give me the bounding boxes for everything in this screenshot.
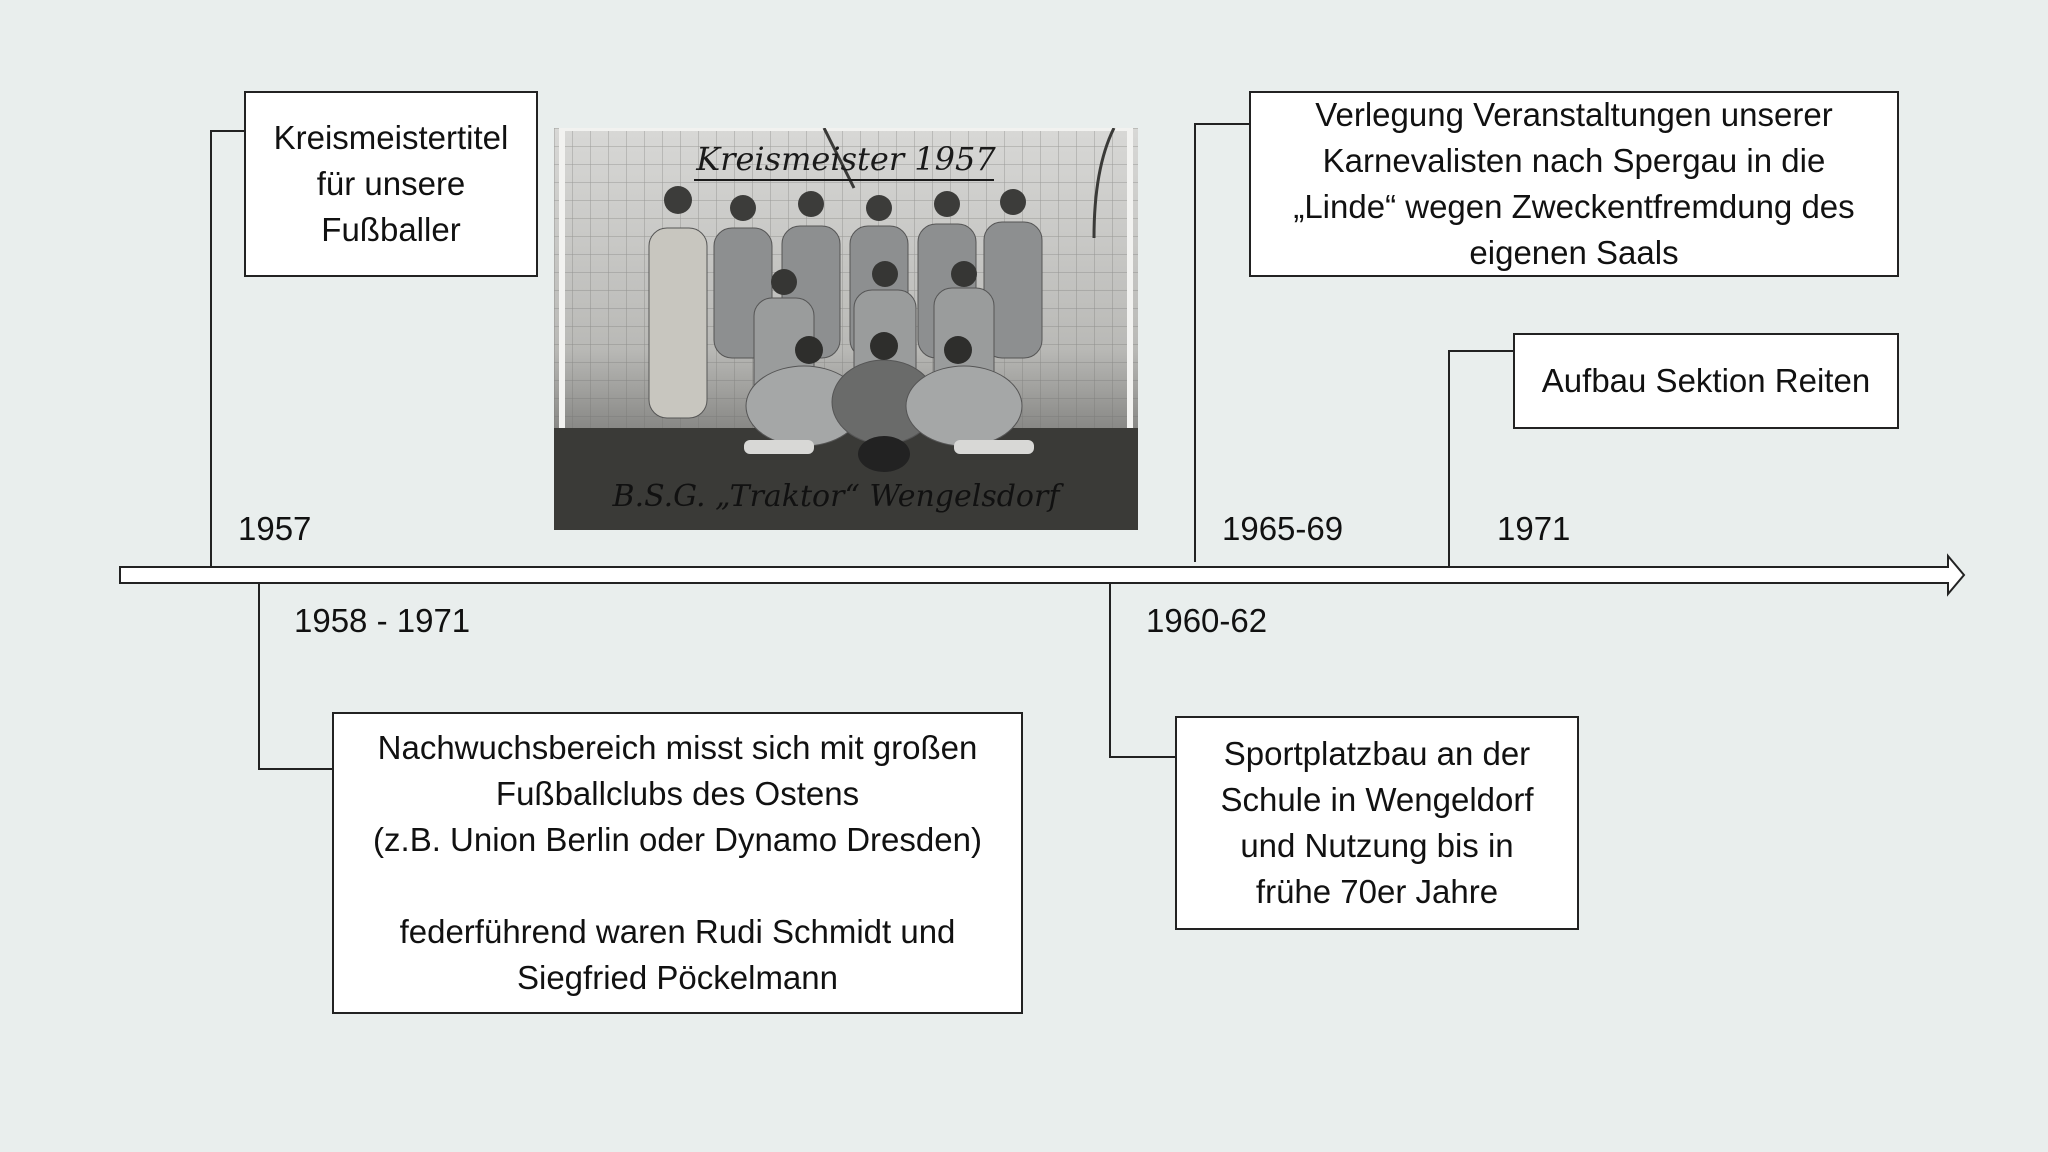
event-box-1957	[244, 91, 538, 277]
event-box-1971	[1513, 333, 1899, 429]
event-text: Nachwuchsbereich misst sich mit großen	[377, 729, 978, 766]
event-text: (z.B. Union Berlin oder Dynamo Dresden)	[373, 821, 982, 858]
year-label-1958-1971: 1958 - 1971	[294, 602, 471, 639]
event-text: Karnevalisten nach Spergau in die	[1322, 142, 1826, 179]
event-box-1958-1971	[332, 712, 1023, 1014]
event-text: Verlegung Veranstaltungen unserer	[1315, 96, 1833, 133]
event-text: frühe 70er Jahre	[1255, 873, 1499, 910]
photo-caption-top: Kreismeister 1957	[696, 140, 996, 178]
event-box-1960-62	[1175, 716, 1579, 930]
year-label-1960-62: 1960-62	[1146, 602, 1268, 639]
event-text: Fußballclubs des Ostens	[495, 775, 860, 812]
event-text: für unsere	[316, 165, 466, 202]
event-text: Schule in Wengeldorf	[1220, 781, 1534, 818]
event-text: eigenen Saals	[1469, 234, 1679, 271]
year-label-1971: 1971	[1497, 510, 1571, 547]
event-text: Aufbau Sektion Reiten	[1541, 362, 1871, 399]
team-photo	[554, 128, 1138, 530]
year-label-1957: 1957	[238, 510, 312, 547]
event-box-1965-69	[1249, 91, 1899, 277]
connector-1957	[211, 131, 245, 566]
year-label-1965-69: 1965-69	[1222, 510, 1344, 547]
event-text: Sportplatzbau an der	[1223, 735, 1531, 772]
timeline-arrow	[120, 556, 1964, 594]
event-text: Fußballer	[321, 211, 461, 248]
event-text: Kreismeistertitel	[273, 119, 509, 156]
event-text: „Linde“ wegen Zweckentfremdung des	[1293, 188, 1855, 225]
event-text: federführend waren Rudi Schmidt und	[399, 913, 956, 950]
event-text: und Nutzung bis in	[1240, 827, 1514, 864]
event-text: Siegfried Pöckelmann	[516, 959, 838, 996]
photo-caption-bottom: B.S.G. „Traktor“ Wengelsdorf	[612, 479, 1060, 514]
connector-1965-69	[1195, 124, 1250, 562]
